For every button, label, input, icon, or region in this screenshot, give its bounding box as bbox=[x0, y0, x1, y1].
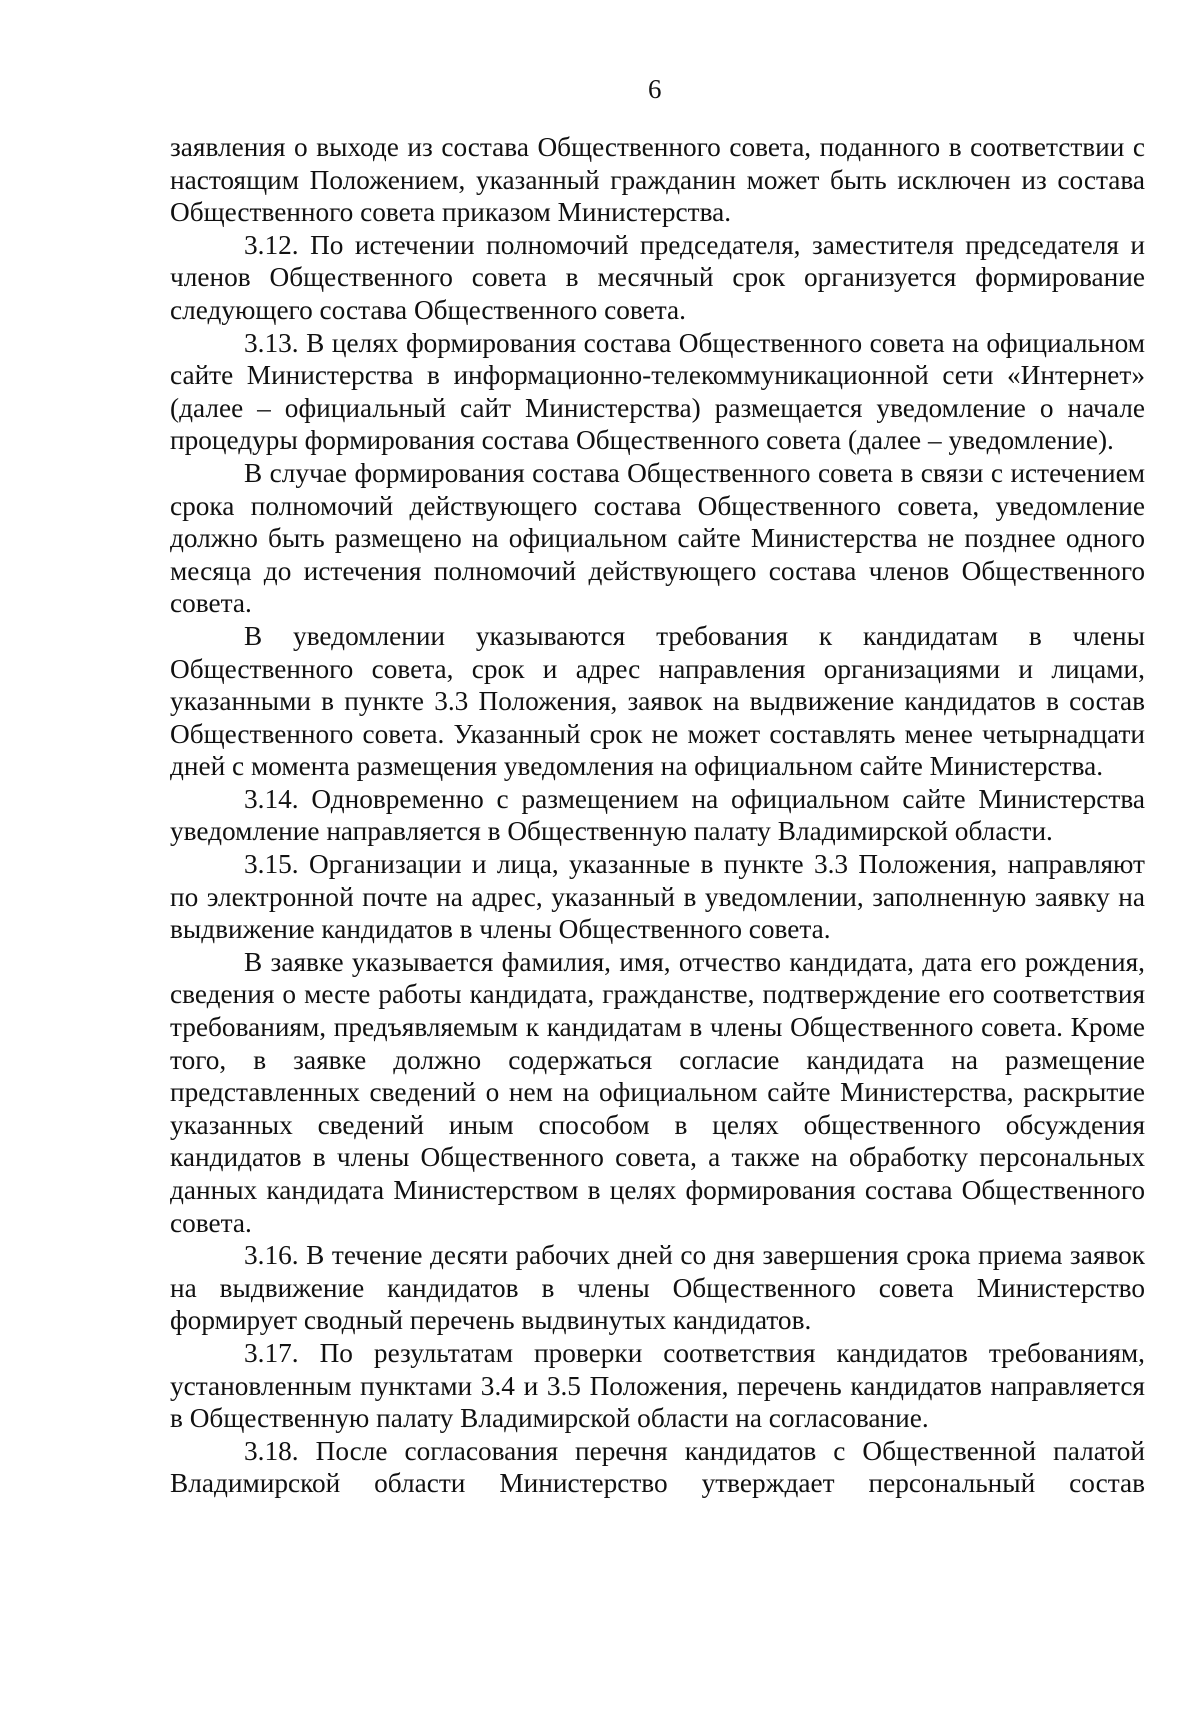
paragraph-3-15: 3.15. Организации и лица, указанные в пункте 3.3 Положения, направляют по электронной почте на адрес, указанный в уведомлении, заполненную заявку на выдвижение кандидатов в члены Общественного совета. bbox=[170, 849, 1145, 945]
page-number: 6 bbox=[648, 74, 662, 104]
paragraph-3-16: 3.16. В течение десяти рабочих дней со дня завершения срока приема заявок на выдвижение кандидатов в члены Общественного совета Министерство формирует сводный перечень выдвинутых кандидатов. bbox=[170, 1240, 1145, 1336]
paragraph: В заявке указывается фамилия, имя, отчество кандидата, дата его рождения, сведения о месте работы кандидата, гражданстве, подтверждение его соответствия требованиям, предъявляемым к кандидатам в члены Общественного совета. Кроме того, в заявке должно содержаться согласие кандидата на размещение представленных сведений о нем на официальном сайте Министерства, раскрытие указанных сведений иным способом в целях общественного обсуждения кандидатов в члены Общественного совета, а также на обработку персональных данных кандидата Министерством в целях формирования состава Общественного совета. bbox=[170, 946, 1145, 1238]
paragraph-3-14: 3.14. Одновременно с размещением на официальном сайте Министерства уведомление направляется в Общественную палату Владимирской области. bbox=[170, 783, 1145, 847]
document-body bbox=[170, 131, 1145, 1500]
paragraph-3-12: 3.12. По истечении полномочий председателя, заместителя председателя и членов Общественного совета в месячный срок организуется формирование следующего состава Общественного совета. bbox=[170, 229, 1145, 325]
paragraph: В уведомлении указываются требования к кандидатам в члены Общественного совета, срок и адрес направления организациями и лицами, указанными в пункте 3.3 Положения, заявок на выдвижение кандидатов в состав Общественного совета. Указанный срок не может составлять менее четырнадцати дней с момента размещения уведомления на официальном сайте Министерства. bbox=[170, 620, 1145, 782]
paragraph-3-17: 3.17. По результатам проверки соответствия кандидатов требованиям, установленным пунктами 3.4 и 3.5 Положения, перечень кандидатов направляется в Общественную палату Владимирской области на согласование. bbox=[170, 1337, 1145, 1434]
paragraph: В случае формирования состава Общественного совета в связи с истечением срока полномочий действующего состава Общественного совета, уведомление должно быть размещено на официальном сайте Министерства не позднее одного месяца до истечения полномочий действующего состава членов Общественного совета. bbox=[170, 457, 1145, 619]
paragraph-3-13: 3.13. В целях формирования состава Общественного совета на официальном сайте Министерства в информационно-телекоммуникационной сети «Интернет» (далее – официальный сайт Министерства) размещается уведомление о начале процедуры формирования состава Общественного совета (далее – уведомление). bbox=[170, 327, 1145, 456]
paragraph-3-18: 3.18. После согласования перечня кандидатов с Общественной палатой Владимирской области Министерство утверждает персональный состав bbox=[170, 1435, 1145, 1499]
paragraph: заявления о выходе из состава Общественного совета, поданного в соответствии с настоящим Положением, указанный гражданин может быть исключен из состава Общественного совета приказом Министерства. bbox=[170, 132, 1145, 228]
